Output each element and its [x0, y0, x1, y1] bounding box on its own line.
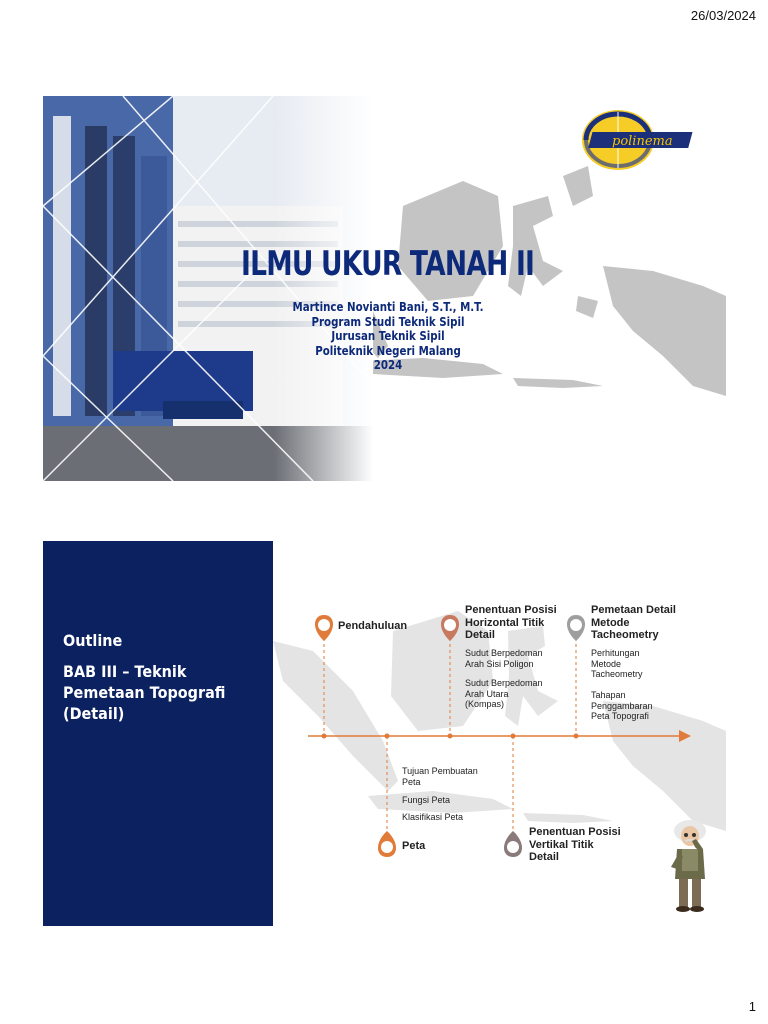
chapter-line: (Detail) — [63, 704, 125, 723]
presentation-title: ILMU UKUR TANAH II — [241, 244, 535, 284]
timeline-subitem — [591, 690, 653, 722]
timeline-item-title: Pendahuluan — [338, 620, 408, 632]
subitem-line: Sudut Berpedoman — [465, 678, 543, 688]
timeline-dot — [511, 734, 516, 739]
timeline-graphic — [43, 541, 726, 926]
polinema-logo — [578, 104, 708, 184]
subitem-line: Peta Topografi — [591, 711, 649, 721]
timeline-dot — [322, 734, 327, 739]
timeline-dot — [448, 734, 453, 739]
campus-building-photo — [43, 96, 373, 481]
map-pin-icon — [441, 615, 459, 641]
map-pin-icon — [378, 831, 396, 857]
department: Jurusan Teknik Sipil — [331, 328, 445, 343]
timeline-item-title — [465, 604, 557, 642]
title-line: Horizontal Titik — [465, 616, 545, 629]
institution: Politeknik Negeri Malang — [315, 342, 461, 358]
map-pin-icon — [567, 615, 585, 641]
timeline-subitem — [465, 648, 543, 669]
subitem-line: Sudut Berpedoman — [465, 648, 543, 658]
chapter-line: Pemetaan Topografi — [63, 683, 226, 702]
subitem-line: Arah Utara — [465, 688, 509, 699]
title-line: Penentuan Posisi — [465, 604, 557, 616]
timeline-subitem — [591, 648, 643, 680]
subitem-line: (Kompas) — [465, 699, 505, 709]
subitem-line: Peta — [402, 776, 421, 787]
date: 26/03/2024 — [690, 8, 756, 23]
map-pin-icon — [315, 615, 333, 641]
title-line: Metode — [591, 616, 630, 629]
subitem-line: Tacheometry — [591, 669, 643, 679]
einstein-cartoon-illustration — [665, 817, 715, 917]
timeline-item-title — [591, 604, 676, 642]
study-program: Program Studi Teknik Sipil — [311, 313, 465, 329]
author-block — [253, 300, 524, 373]
subitem-line: Tahapan — [591, 690, 626, 700]
title-line: Penentuan Posisi — [529, 826, 621, 838]
year: 2024 — [373, 357, 403, 372]
subitem-line: Perhitungan — [591, 648, 640, 658]
outline-slide — [43, 541, 726, 926]
title-line: Tacheometry — [591, 629, 659, 641]
timeline-item-title — [529, 826, 621, 864]
title-slide — [43, 96, 726, 481]
outline-heading: Outline — [63, 631, 123, 650]
page-number: 1 — [748, 999, 756, 1014]
timeline-subitem: Klasifikasi Peta — [402, 812, 464, 822]
title-line: Vertikal Titik — [529, 838, 594, 851]
timeline-subitem — [402, 766, 478, 787]
subitem-line: Arah Sisi Poligon — [465, 658, 534, 669]
subitem-line: Tujuan Pembuatan — [402, 766, 478, 776]
timeline-dot — [385, 734, 390, 739]
title-line: Detail — [529, 851, 559, 863]
author-name: Martince Novianti Bani, S.T., M.T. — [292, 299, 484, 314]
timeline-subitem — [465, 678, 543, 710]
title-line: Pemetaan Detail — [591, 604, 676, 616]
svg-text:polinema: polinema — [612, 134, 673, 149]
map-pin-icon — [504, 831, 522, 857]
timeline-item-title: Peta — [402, 840, 426, 852]
subitem-line: Penggambaran — [591, 700, 653, 711]
subitem-line: Metode — [591, 658, 622, 669]
timeline-dot — [574, 734, 579, 739]
timeline-subitem: Fungsi Peta — [402, 795, 451, 805]
title-line: Detail — [465, 629, 495, 641]
chapter-line: BAB III – Teknik — [63, 662, 187, 681]
